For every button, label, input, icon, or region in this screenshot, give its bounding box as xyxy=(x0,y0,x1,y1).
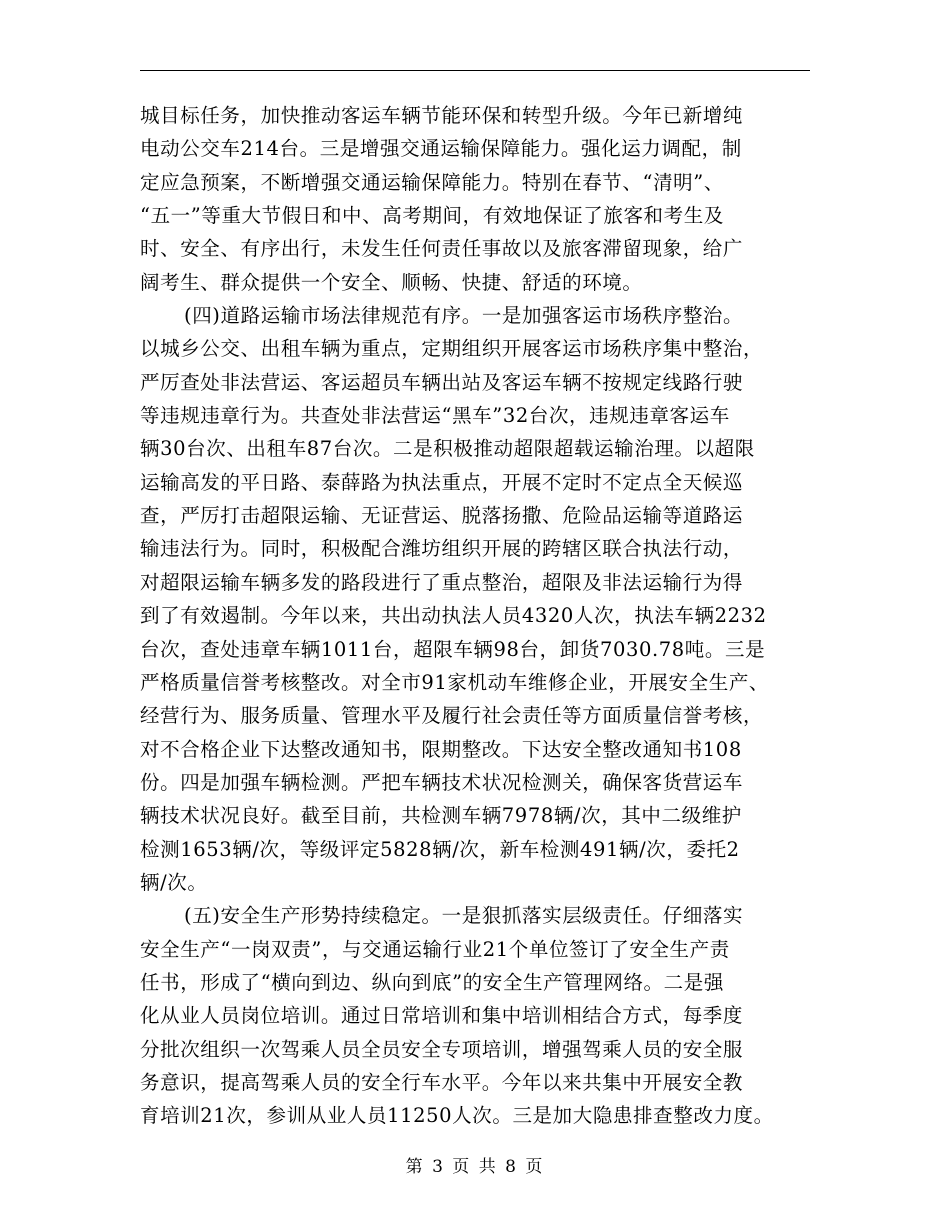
text-line: 电动公交车214台。三是增强交通运输保障能力。强化运力调配，制 xyxy=(140,137,742,161)
text-line: 经营行为、服务质量、管理水平及履行社会责任等方面质量信誉考核， xyxy=(140,704,764,728)
text-line: 查，严厉打击超限运输、无证营运、脱落扬撒、危险品运输等道路运 xyxy=(140,504,744,528)
text-line: 辆30台次、出租车87台次。二是积极推动超限超载运输治理。以超限 xyxy=(140,437,755,461)
text-line: 分批次组织一次驾乘人员全员安全专项培训，增强驾乘人员的安全服 xyxy=(140,1037,744,1061)
text-line: 务意识，提高驾乘人员的安全行车水平。今年以来共集中开展安全教 xyxy=(140,1070,744,1094)
text-line: 台次，查处违章车辆1011台，超限车辆98台，卸货7030.78吨。三是 xyxy=(140,637,766,661)
section-heading-line: (五)安全生产形势持续稳定。一是狠抓落实层级责任。仔细落实 xyxy=(184,904,744,928)
text-line: 等违规违章行为。共查处非法营运“黑车”32台次，违规违章客运车 xyxy=(140,404,730,428)
text-line: 定应急预案，不断增强交通运输保障能力。特别在春节、“清明”、 xyxy=(140,170,724,194)
document-body xyxy=(140,99,815,1133)
text-line: 对不合格企业下达整改通知书，限期整改。下达安全整改通知书108 xyxy=(140,737,742,761)
text-line: 安全生产“一岗双责”，与交通运输行业21个单位签订了安全生产责 xyxy=(140,937,730,961)
text-line: 育培训21次，参训从业人员11250人次。三是加大隐患排查整改力度。 xyxy=(140,1104,774,1128)
text-line: 检测1653辆/次，等级评定5828辆/次，新车检测491辆/次，委托2 xyxy=(140,837,740,861)
text-line: 辆/次。 xyxy=(140,870,208,894)
text-line: 严格质量信誉考核整改。对全市91家机动车维修企业，开展安全生产、 xyxy=(140,670,770,694)
text-line: 份。四是加强车辆检测。严把车辆技术状况检测关，确保客货营运车 xyxy=(140,770,744,794)
text-line: 城目标任务，加快推动客运车辆节能环保和转型升级。今年已新增纯 xyxy=(140,104,744,127)
text-line: 阔考生、群众提供一个安全、顺畅、快捷、舒适的环境。 xyxy=(140,270,643,294)
text-line: 到了有效遏制。今年以来，共出动执法人员4320人次，执法车辆2232 xyxy=(140,604,767,628)
text-line: 严厉查处非法营运、客运超员车辆出站及客运车辆不按规定线路行驶 xyxy=(140,370,744,394)
text-line: 输违法行为。同时，积极配合潍坊组织开展的跨辖区联合执法行动， xyxy=(140,537,744,561)
text-line: 化从业人员岗位培训。通过日常培训和集中培训相结合方式，每季度 xyxy=(140,1004,744,1028)
text-line: 辆技术状况良好。截至目前，共检测车辆7978辆/次，其中二级维护 xyxy=(140,804,742,828)
header-rule xyxy=(140,70,810,71)
text-line: 任书，形成了“横向到边、纵向到底”的安全生产管理网络。二是强 xyxy=(140,970,724,994)
text-line: 以城乡公交、出租车辆为重点，定期组织开展客运市场秩序集中整治， xyxy=(140,337,764,361)
section-heading-line: (四)道路运输市场法律规范有序。一是加强客运市场秩序整治。 xyxy=(184,304,744,328)
text-line: “五一”等重大节假日和中、高考期间，有效地保证了旅客和考生及 xyxy=(140,204,724,228)
text-line: 对超限运输车辆多发的路段进行了重点整治，超限及非法运输行为得 xyxy=(140,570,744,594)
text-line: 时、安全、有序出行，未发生任何责任事故以及旅客滞留现象，给广 xyxy=(140,237,744,261)
page-footer: 第 3 页 共 8 页 xyxy=(405,1157,545,1177)
text-line: 运输高发的平日路、泰薛路为执法重点，开展不定时不定点全天候巡 xyxy=(140,470,744,494)
